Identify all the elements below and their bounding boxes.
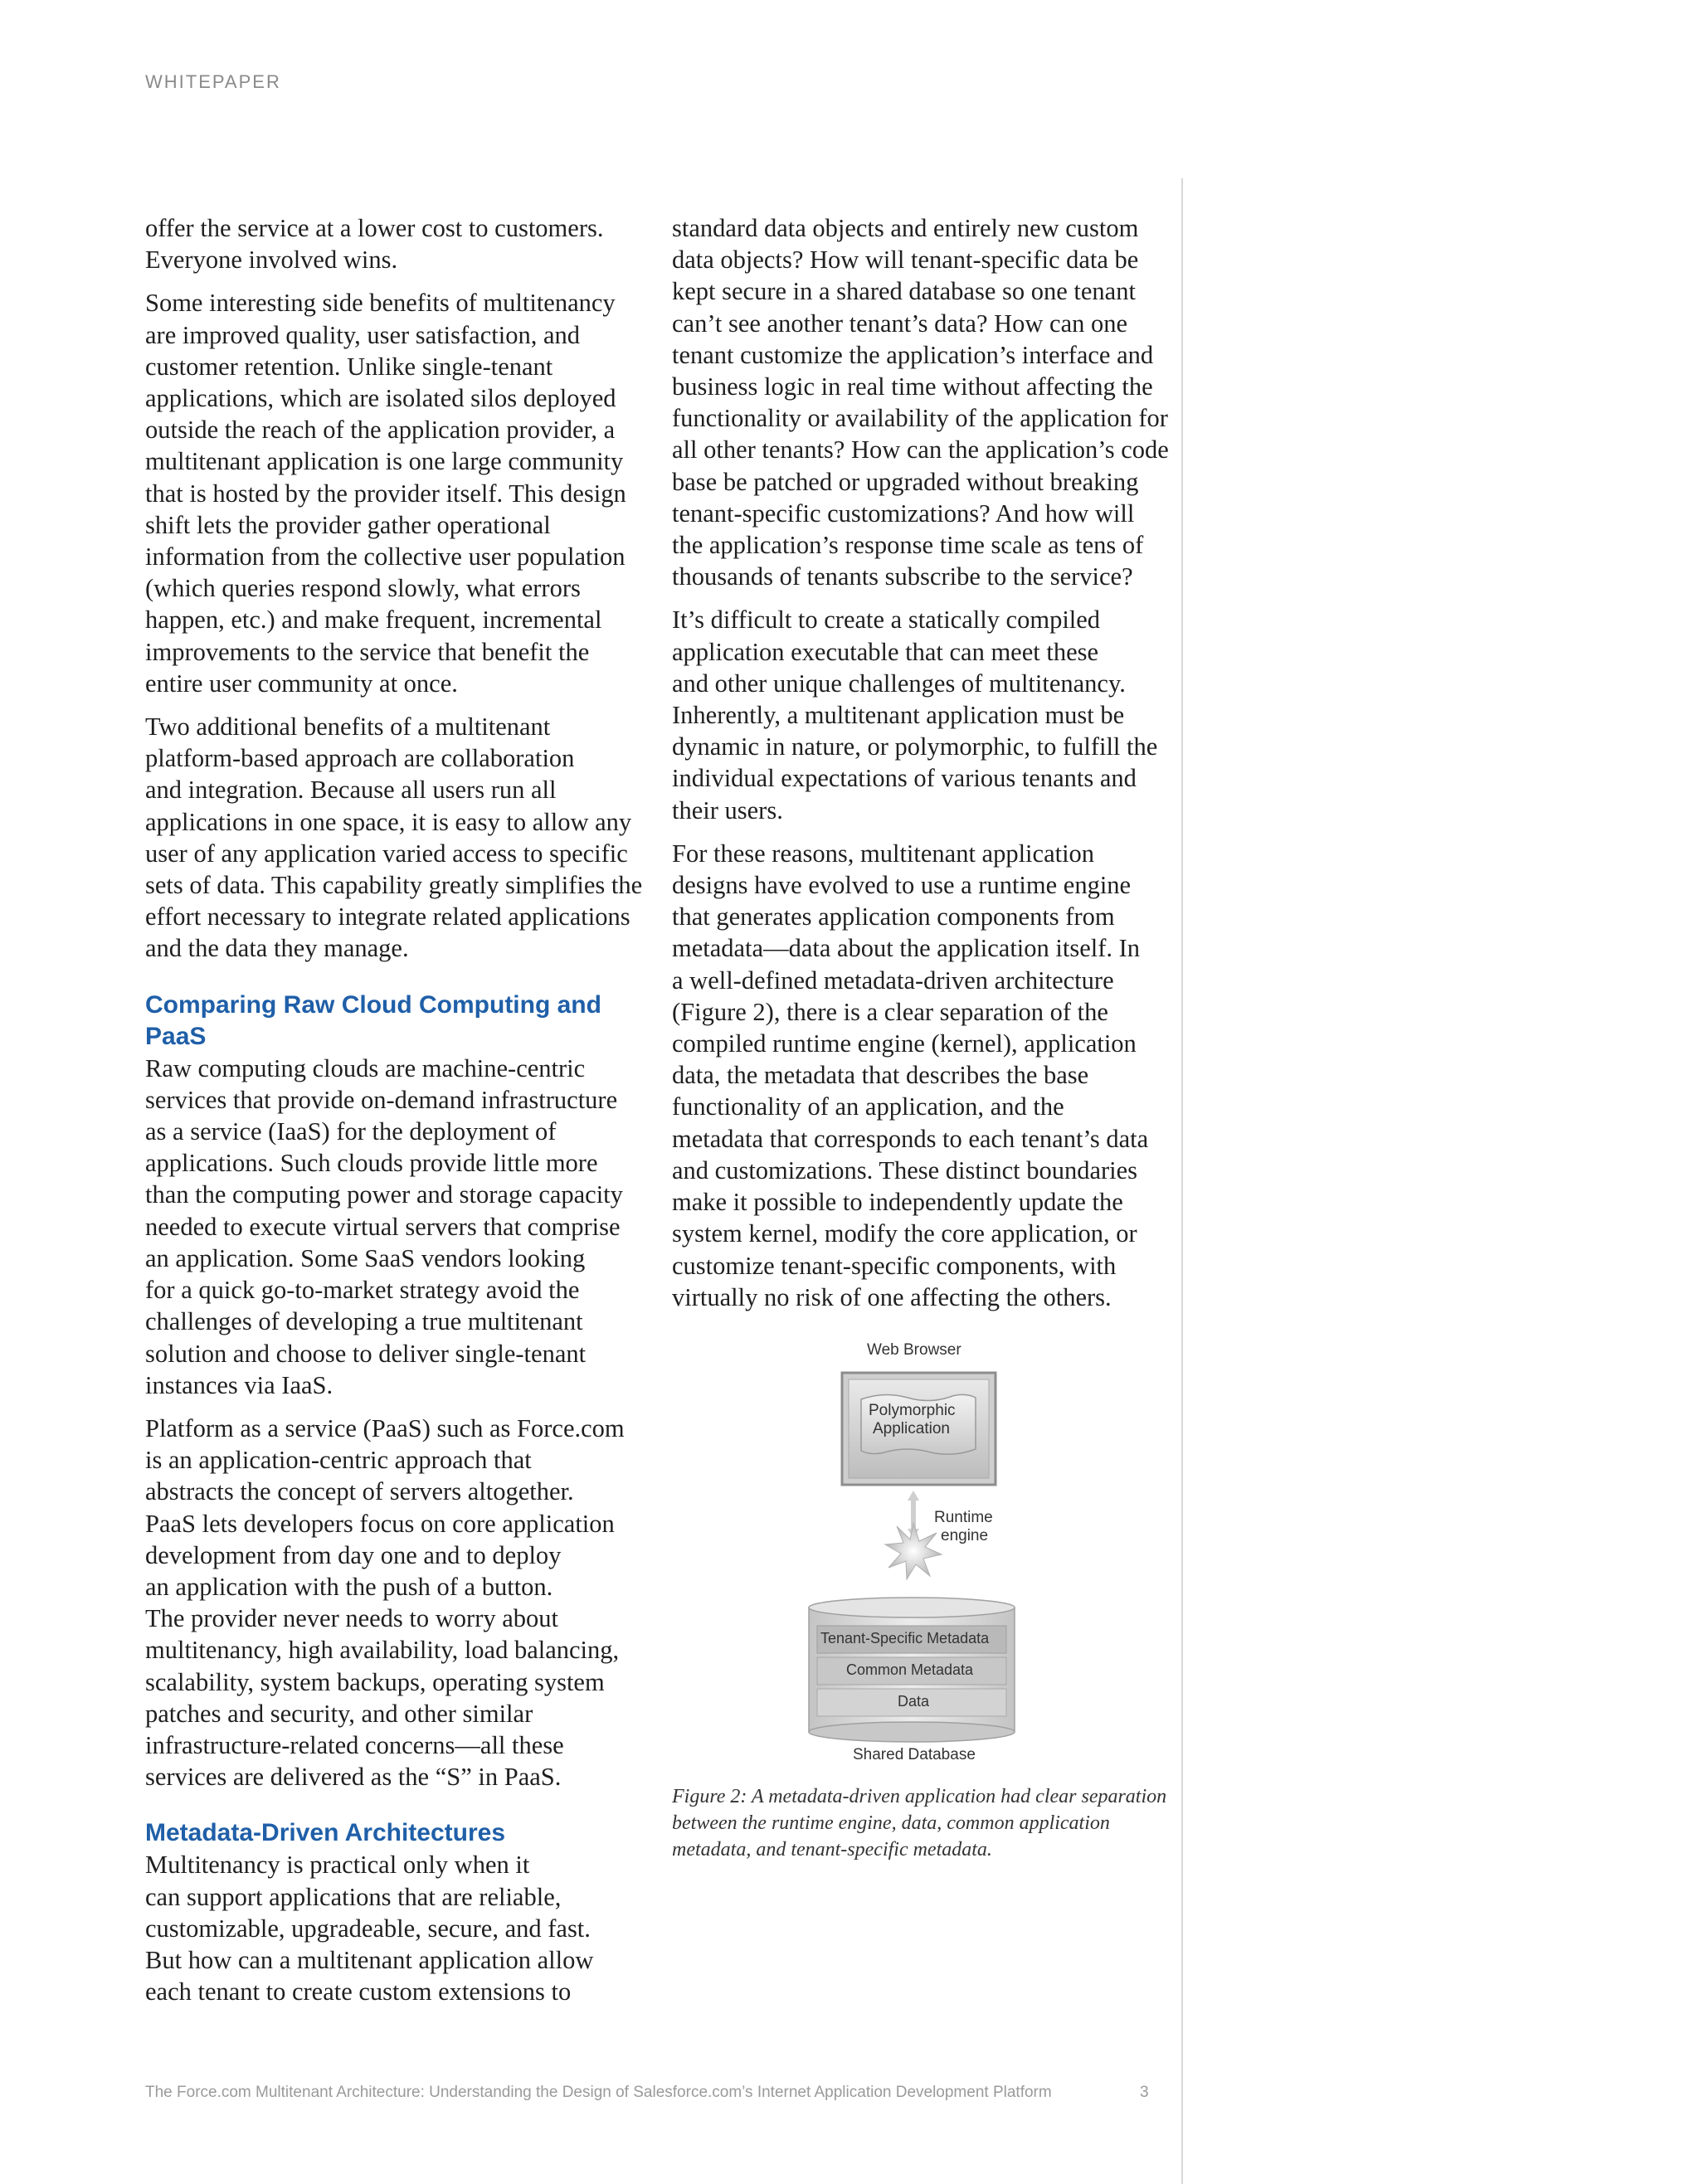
text-line: instances via IaaS. [145,1370,333,1399]
paragraph [145,287,643,699]
paragraph [145,1413,643,1792]
text-line: improvements to the service that benefit the [145,637,590,666]
text-line: It’s difficult to create a statically compiled [672,606,1101,635]
layer-tenant-label: Tenant-Specific Metadata [820,1630,990,1647]
text-line: system kernel, modify the core application, or [672,1219,1137,1248]
text-line: and customizations. These distinct boundaries [672,1155,1138,1184]
text-line: effort necessary to integrate related applications [145,902,630,931]
text-line: between the runtime engine, data, common application [672,1812,1110,1834]
text-line: multitenant application is one large community [145,447,624,476]
text-line: and other unique challenges of multitenancy. [672,669,1126,698]
text-line: abstracts the concept of servers altogether. [145,1477,574,1506]
text-line: data objects? How will tenant-specific data be [672,246,1139,275]
text-line: information from the collective user population [145,542,626,572]
text-line: tenant customize the application’s interface and [672,340,1154,369]
text-line: needed to execute virtual servers that comprise [145,1212,621,1241]
text-line: solution and choose to deliver single-tenant [145,1339,587,1368]
paragraph [145,1849,643,2007]
text-line: an application with the push of a button. [145,1572,553,1601]
text-line: Comparing Raw Cloud Computing and [145,990,601,1019]
runtime-label-1: Runtime [934,1509,993,1526]
text-line: metadata, and tenant-specific metadata. [672,1839,992,1861]
paragraph [145,1053,643,1401]
text-line: services are delivered as the “S” in PaaS. [145,1763,562,1792]
text-line: that generates application components from [672,902,1115,931]
text-line: are improved quality, user satisfaction, and [145,320,580,349]
section-heading-metadata [145,1817,643,1849]
text-line: functionality or availability of the application for [672,404,1168,433]
database-top [809,1598,1015,1617]
arrow-head-up [908,1491,919,1501]
text-line: a well-defined metadata-driven architecture [672,966,1114,995]
text-line: development from day one and to deploy [145,1540,562,1569]
text-line: applications in one space, it is easy to allow any [145,807,632,836]
text-line: For these reasons, multitenant application [672,839,1095,868]
text-line: Inherently, a multitenant application must be [672,701,1125,730]
text-line: applications, which are isolated silos deployed [145,384,616,413]
web-browser-label: Web Browser [867,1341,961,1359]
text-line: (which queries respond slowly, what errors [145,574,581,603]
text-line: applications. Such clouds provide little more [145,1149,598,1178]
text-line: offer the service at a lower cost to customers. [145,214,604,242]
layer-data-label: Data [898,1693,930,1710]
text-line: challenges of developing a true multitenant [145,1307,583,1336]
text-line: than the computing power and storage capacity [145,1180,623,1209]
text-line: happen, etc.) and make frequent, incremental [145,606,602,635]
text-line: Platform as a service (PaaS) such as Force.com [145,1413,625,1442]
paragraph [672,212,1170,592]
text-line: customer retention. Unlike single-tenant [145,352,553,381]
text-line: (Figure 2), there is a clear separation of the [672,997,1108,1026]
polymorphic-label-2: Application [873,1420,950,1437]
column-divider [1181,178,1183,2184]
text-line: business logic in real time without affecting the [672,372,1153,401]
text-line: virtually no risk of one affecting the others. [672,1282,1112,1311]
text-line: services that provide on-demand infrastructure [145,1085,618,1114]
text-line: Multitenancy is practical only when it [145,1851,530,1880]
text-line: as a service (IaaS) for the deployment of [145,1117,557,1146]
text-line: can support applications that are reliable, [145,1882,562,1911]
text-line: data, the metadata that describes the base [672,1061,1089,1090]
text-line: metadata—data about the application itself. In [672,934,1141,963]
text-line: functionality of an application, and the [672,1092,1064,1121]
footer-title: The Force.com Multitenant Architecture: Understanding the Design of Salesforce.com’s Internet Application Development Platform [145,2084,1052,2101]
text-line: application executable that can meet these [672,637,1099,666]
text-line: outside the reach of the application provider, a [145,416,616,445]
text-line: thousands of tenants subscribe to the service? [672,562,1133,591]
text-line: standard data objects and entirely new custom [672,214,1139,242]
text-line: PaaS [145,1022,207,1050]
text-line: customizable, upgradeable, secure, and fast. [145,1914,591,1943]
text-line: platform-based approach are collaboration [145,744,575,773]
text-line: Figure 2: A metadata-driven application had clear separation [672,1786,1167,1807]
right-column [672,212,1170,1325]
text-line: entire user community at once. [145,669,458,698]
text-line: individual expectations of various tenants and [672,764,1137,793]
page-number: 3 [1140,2084,1149,2101]
text-line: metadata that corresponds to each tenant’s data [672,1124,1149,1153]
text-line: shift lets the provider gather operational [145,510,551,539]
text-line: infrastructure-related concerns—all these [145,1730,564,1759]
text-line: the application’s response time scale as tens of [672,531,1144,560]
database-bottom [809,1722,1015,1742]
text-line: their users. [672,795,783,824]
text-line: The provider never needs to worry about [145,1604,558,1633]
text-line: tenant-specific customizations? And how will [672,499,1135,528]
shared-database-label: Shared Database [853,1746,976,1763]
figure-caption [672,1783,1170,1863]
text-line: scalability, system backups, operating system [145,1667,605,1696]
text-line: Everyone involved wins. [145,246,398,275]
text-line: Metadata-Driven Architectures [145,1819,506,1847]
text-line: and integration. Because all users run all [145,776,557,805]
runtime-label-2: engine [941,1527,989,1544]
text-line: that is hosted by the provider itself. This design [145,479,626,508]
text-line: user of any application varied access to specific [145,839,628,868]
text-line: each tenant to create custom extensions to [145,1977,572,2006]
text-line: sets of data. This capability greatly simplifies the [145,871,643,900]
text-line: PaaS lets developers focus on core application [145,1509,615,1538]
left-column [145,212,643,2019]
text-line: customize tenant-specific components, with [672,1251,1117,1280]
text-line: Two additional benefits of a multitenant [145,713,551,742]
text-line: designs have evolved to use a runtime engine [672,871,1132,900]
paragraph [145,212,643,275]
paragraph [672,604,1170,825]
header-label: WHITEPAPER [145,71,281,92]
paragraph [145,711,643,965]
text-line: is an application-centric approach that [145,1446,532,1475]
text-line: compiled runtime engine (kernel), application [672,1029,1137,1058]
text-line: and the data they manage. [145,934,409,963]
text-line: patches and security, and other similar [145,1699,533,1728]
text-line: an application. Some SaaS vendors looking [145,1243,586,1272]
runtime-engine-icon [885,1523,942,1579]
text-line: for a quick go-to-market strategy avoid the [145,1276,580,1305]
text-line: But how can a multitenant application allow [145,1945,594,1974]
text-line: can’t see another tenant’s data? How can one [672,309,1128,338]
text-line: dynamic in nature, or polymorphic, to fulfill the [672,732,1158,761]
paragraph [672,838,1170,1313]
polymorphic-label-1: Polymorphic [869,1402,956,1419]
text-line: make it possible to independently update the [672,1188,1123,1217]
text-line: Some interesting side benefits of multitenancy [145,289,616,318]
text-line: Raw computing clouds are machine-centric [145,1053,586,1082]
text-line: multitenancy, high availability, load balancing, [145,1636,620,1665]
text-line: base be patched or upgraded without breaking [672,467,1139,496]
layer-common-label: Common Metadata [846,1661,974,1678]
text-line: all other tenants? How can the application’s code [672,435,1169,465]
text-line: kept secure in a shared database so one tenant [672,277,1136,306]
architecture-figure [805,1340,1045,1767]
section-heading-raw-cloud [145,990,643,1053]
